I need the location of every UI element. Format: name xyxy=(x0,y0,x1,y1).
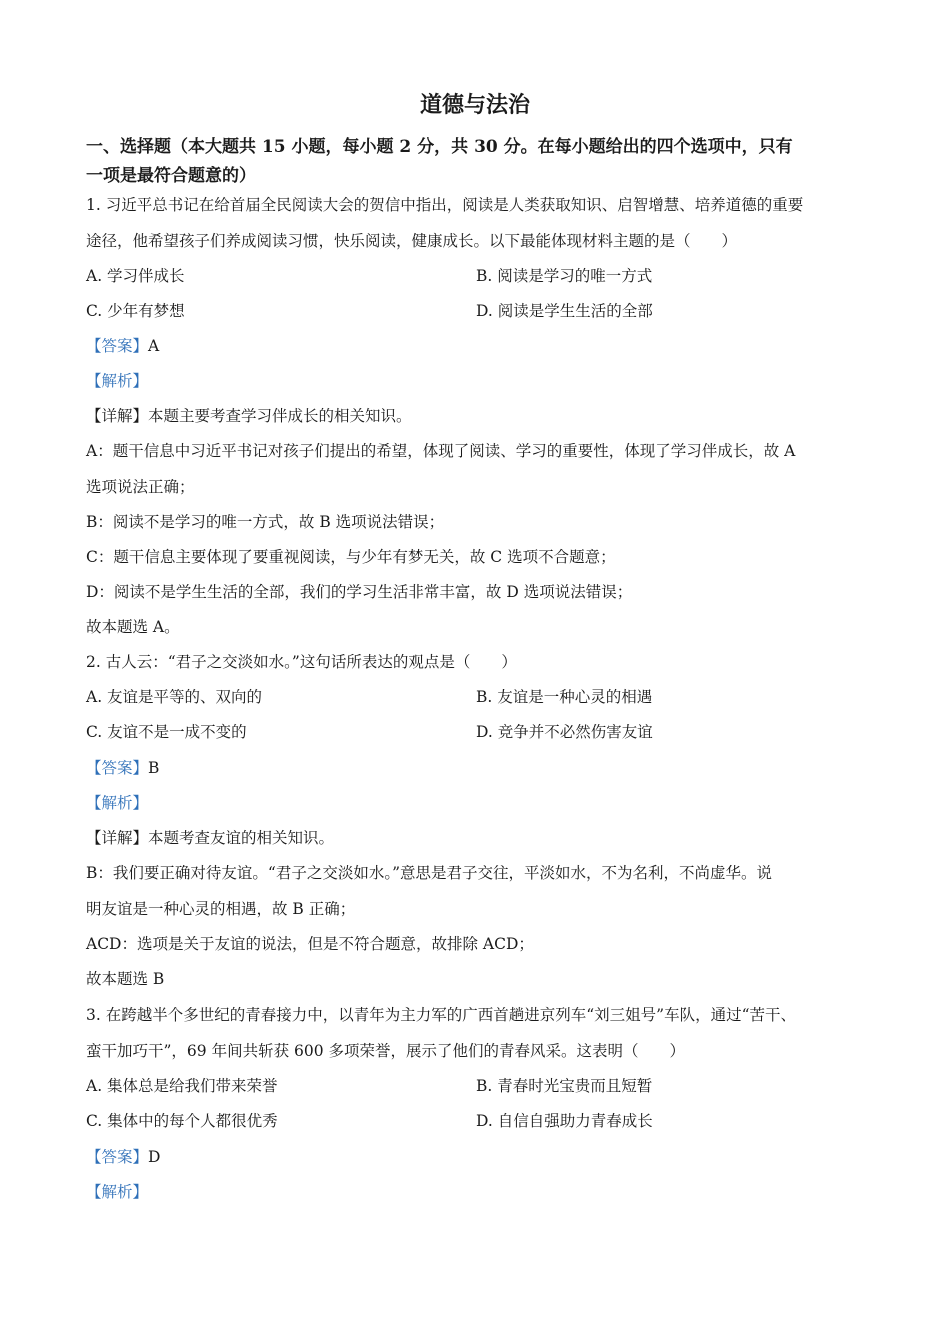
q1-option-c: C. 少年有梦想 xyxy=(86,302,185,320)
q1-explanation-c: C：题干信息主要体现了要重视阅读，与少年有梦无关，故 C 选项不合题意； xyxy=(86,548,616,566)
analysis-tag: 【解析】 xyxy=(86,794,149,812)
q2-option-d: D. 竞争并不必然伤害友谊 xyxy=(476,723,653,741)
q3-answer xyxy=(86,1145,876,1169)
q3-stem: 3. 在跨越半个多世纪的青春接力中，以青年为主力军的广西首趟进京列车“刘三姐号”车队，通过“苦干、 xyxy=(86,1006,796,1024)
q1-explanation-a-continued: 选项说法正确； xyxy=(86,478,195,496)
analysis-tag: 【解析】 xyxy=(86,1183,149,1201)
q1-explanation-b: B：阅读不是学习的唯一方式，故 B 选项说法错误； xyxy=(86,513,445,531)
q1-option-b: B. 阅读是学习的唯一方式 xyxy=(476,267,653,285)
q1-explanation-d: D：阅读不是学生生活的全部，我们的学习生活非常丰富，故 D 选项说法错误； xyxy=(86,583,633,601)
q3-analysis-tag xyxy=(86,1180,876,1204)
q2-answer xyxy=(86,756,876,780)
q1-stem: 1. 习近平总书记在给首届全民阅读大会的贺信中指出，阅读是人类获取知识、启智增慧、培养道德的重要 xyxy=(86,196,804,214)
q2-stem: 2. 古人云：“君子之交淡如水。”这句话所表达的观点是（ ） xyxy=(86,653,517,671)
q1-option-d: D. 阅读是学生生活的全部 xyxy=(476,302,653,320)
answer-tag: 【答案】 xyxy=(86,759,149,777)
q1-detail: 【详解】本题主要考查学习伴成长的相关知识。 xyxy=(86,407,412,425)
q3-option-a: A. 集体总是给我们带来荣誉 xyxy=(86,1077,278,1095)
q1-answer-value: A xyxy=(148,337,160,355)
answer-tag: 【答案】 xyxy=(86,337,149,355)
q2-detail: 【详解】本题考查友谊的相关知识。 xyxy=(86,829,335,847)
q1-analysis-tag xyxy=(86,369,876,393)
q2-answer-value: B xyxy=(148,759,160,777)
section-heading: 一、选择题（本大题共 15 小题，每小题 2 分，共 30 分。在每小题给出的四个选项中，只有 xyxy=(86,137,793,157)
q1-answer xyxy=(86,334,876,358)
q2-conclusion: 故本题选 B xyxy=(86,970,165,988)
document-title: 道德与法治 xyxy=(419,92,530,118)
q2-explanation-b: B：我们要正确对待友谊。“君子之交淡如水。”意思是君子交往，平淡如水，不为名利，不尚虚华。说 xyxy=(86,864,772,882)
q3-option-d: D. 自信自强助力青春成长 xyxy=(476,1112,653,1130)
q1-explanation-a: A：题干信息中习近平书记对孩子们提出的希望，体现了阅读、学习的重要性，体现了学习伴成长，故 A xyxy=(86,442,796,460)
q2-option-c: C. 友谊不是一成不变的 xyxy=(86,723,247,741)
answer-tag: 【答案】 xyxy=(86,1148,149,1166)
q1-conclusion: 故本题选 A。 xyxy=(86,618,180,636)
q2-option-a: A. 友谊是平等的、双向的 xyxy=(86,688,263,706)
q2-analysis-tag xyxy=(86,791,876,815)
section-heading-continued: 一项是最符合题意的） xyxy=(86,166,256,186)
q3-stem-continued: 蛮干加巧干”，69 年间共斩获 600 多项荣誉，展示了他们的青春风采。这表明（ ） xyxy=(86,1042,686,1060)
q2-explanation-b-continued: 明友谊是一种心灵的相遇，故 B 正确； xyxy=(86,900,356,918)
q2-option-b: B. 友谊是一种心灵的相遇 xyxy=(476,688,653,706)
q1-stem-continued: 途径，他希望孩子们养成阅读习惯，快乐阅读，健康成长。以下最能体现材料主题的是（ ） xyxy=(86,232,738,250)
analysis-tag: 【解析】 xyxy=(86,372,149,390)
q1-option-a: A. 学习伴成长 xyxy=(86,267,185,285)
q3-answer-value: D xyxy=(148,1148,161,1166)
q3-option-b: B. 青春时光宝贵而且短暂 xyxy=(476,1077,653,1095)
q2-explanation-acd: ACD：选项是关于友谊的说法，但是不符合题意，故排除 ACD； xyxy=(86,935,534,953)
q3-option-c: C. 集体中的每个人都很优秀 xyxy=(86,1112,278,1130)
